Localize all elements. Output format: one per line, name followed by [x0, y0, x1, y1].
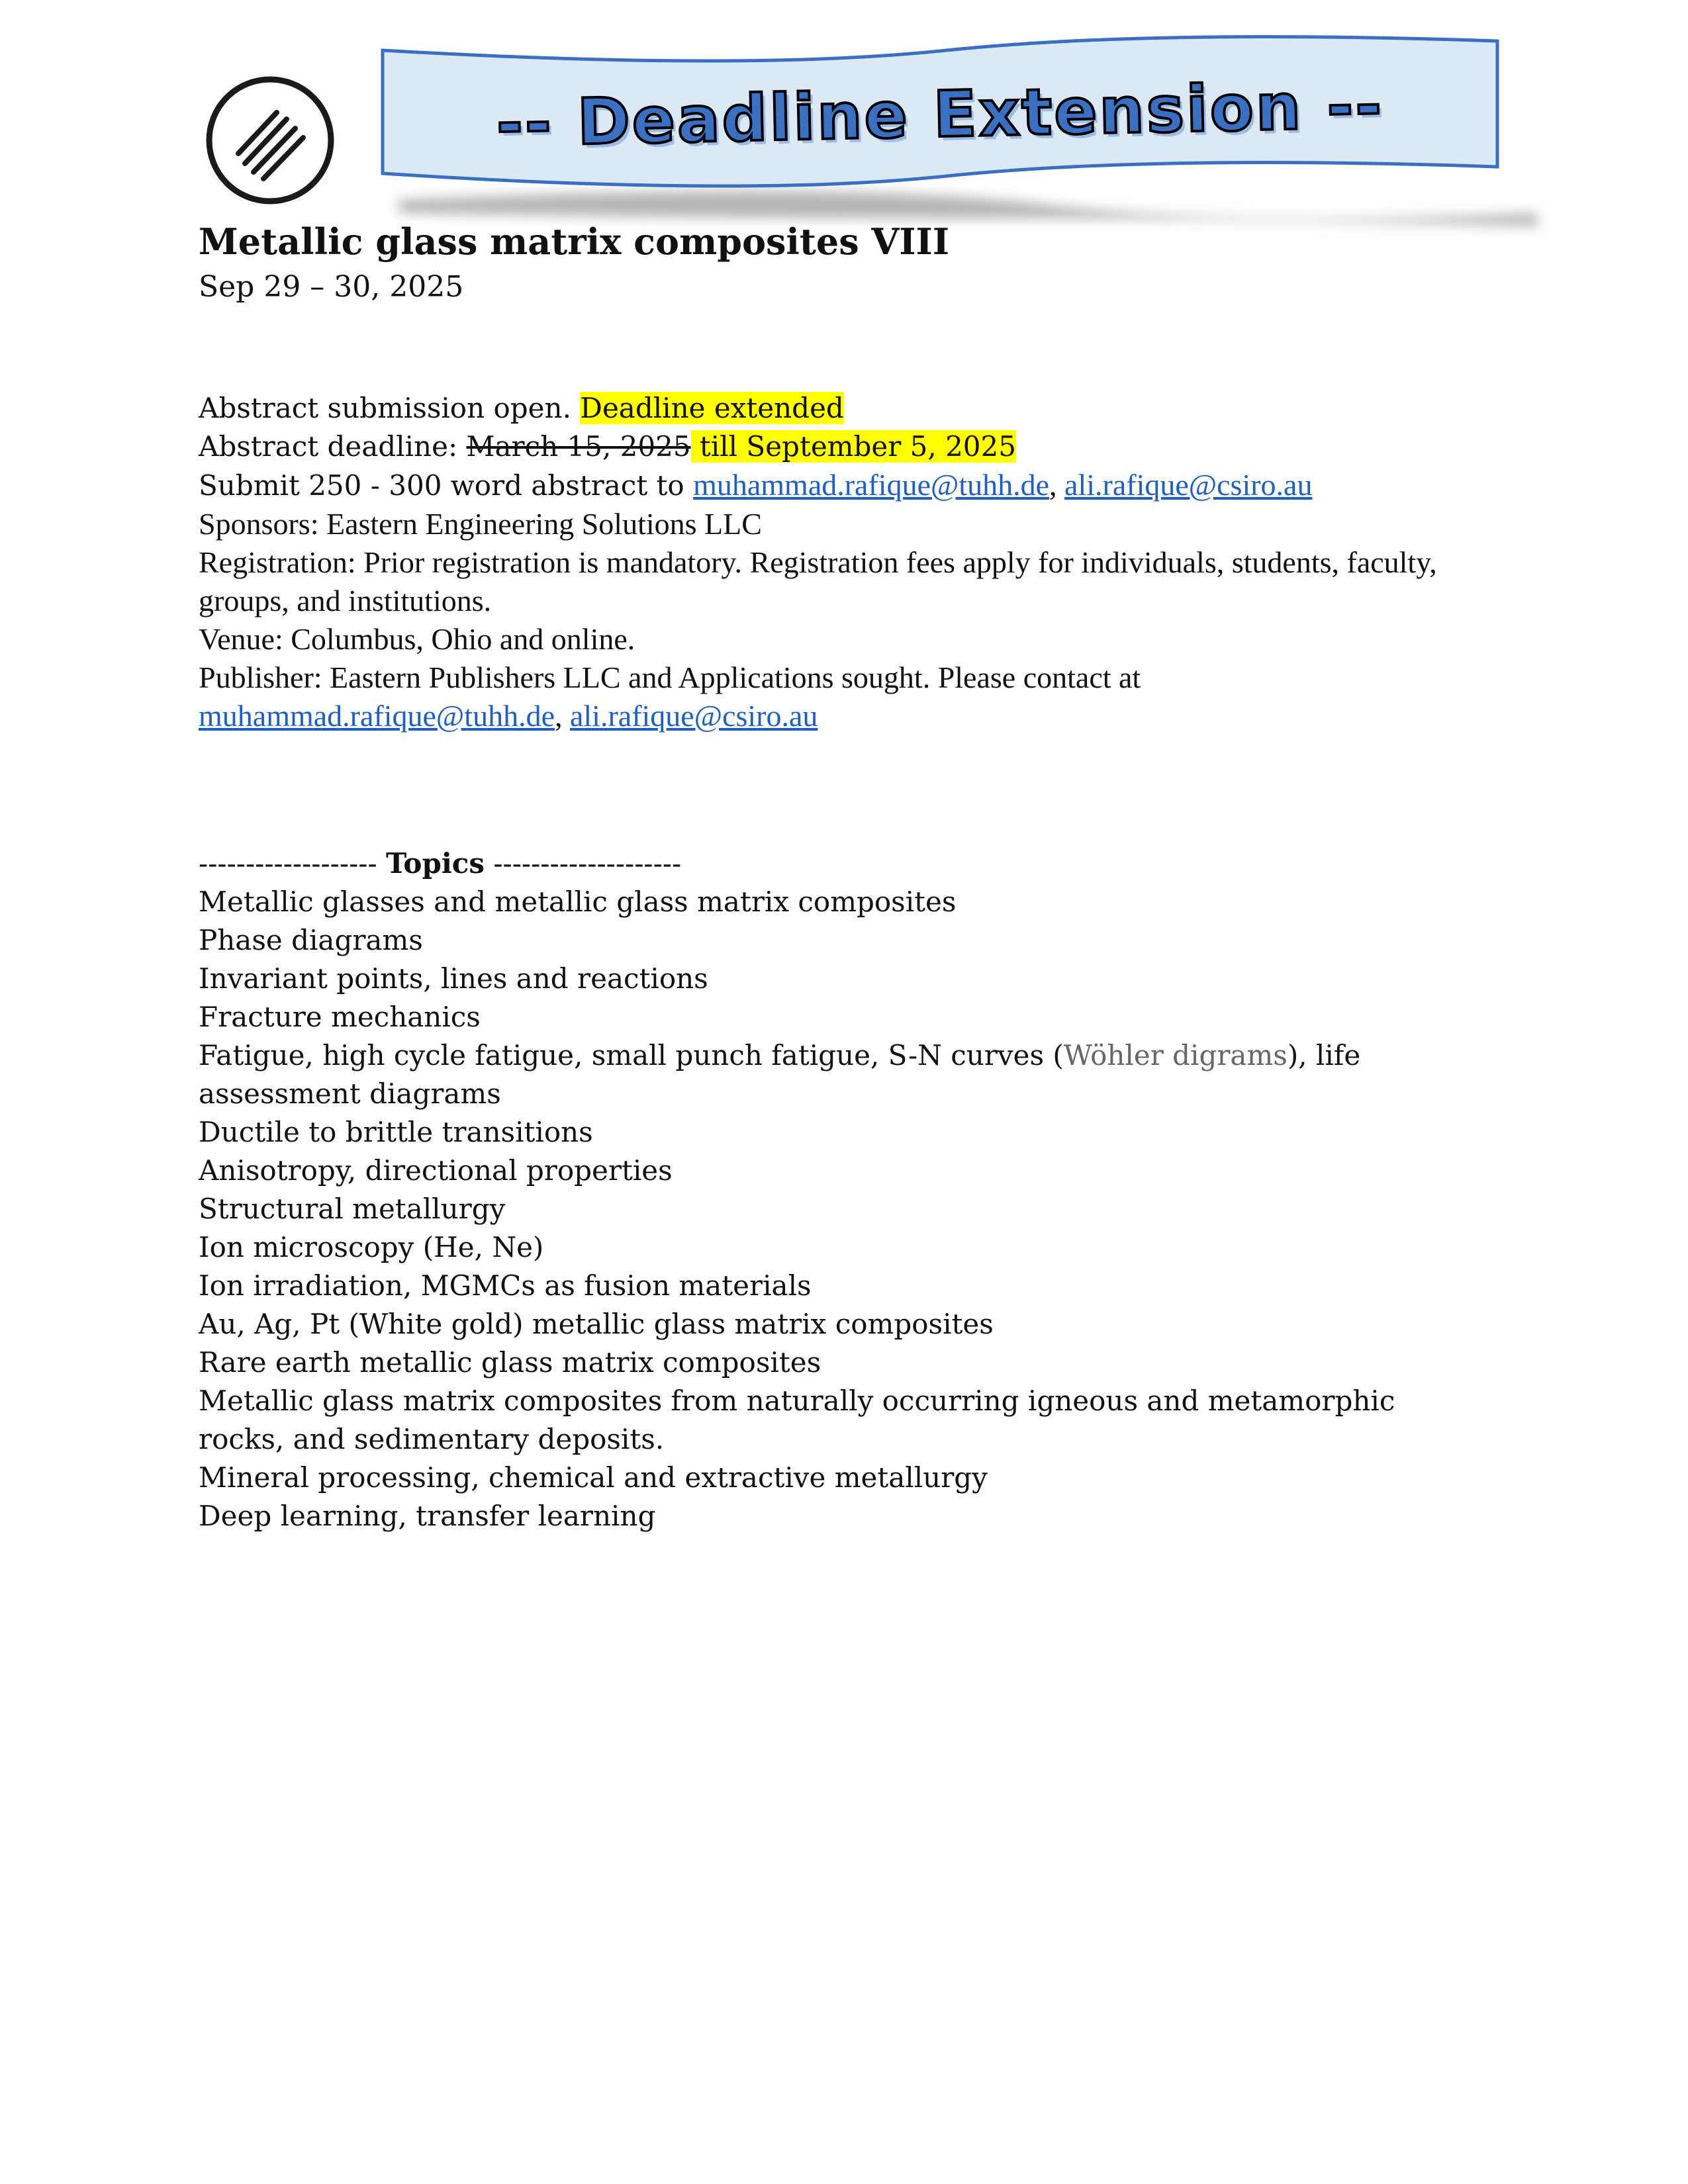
topic-item: Anisotropy, directional properties	[199, 1154, 673, 1187]
topics-section	[199, 844, 1456, 1535]
event-date: Sep 29 – 30, 2025	[199, 270, 464, 304]
contact-separator: ,	[554, 699, 570, 733]
submit-line	[199, 466, 1456, 505]
topic-item: Metallic glass matrix composites from naturally occurring igneous and metamorphic rocks, and sedimentary deposits.	[199, 1385, 1395, 1455]
deadline-line	[199, 428, 1456, 466]
new-deadline: till September 5, 2025	[690, 430, 1016, 463]
topic-item: Structural metallurgy	[199, 1193, 506, 1225]
topics-list-before	[199, 883, 1456, 1036]
sponsors-line: Sponsors: Eastern Engineering Solutions LLC	[199, 507, 762, 541]
fatigue-prefix: Fatigue, high cycle fatigue, small punch fatigue, S-N curves (	[199, 1039, 1064, 1071]
topic-item: Ion microscopy (He, Ne)	[199, 1231, 544, 1263]
wohler-diagrams: Wöhler digrams	[1063, 1039, 1288, 1071]
topic-item-fatigue	[199, 1036, 1456, 1113]
contact-line	[199, 697, 1456, 735]
old-deadline: March 15, 2025	[466, 430, 691, 463]
topic-item: Deep learning, transfer learning	[199, 1500, 656, 1532]
deadline-extended-highlight: Deadline extended	[580, 392, 844, 424]
topic-item: Phase diagrams	[199, 924, 423, 956]
contact-email-link-tuhh[interactable]: muhammad.rafique@tuhh.de	[199, 699, 555, 733]
topics-dashes-left: -------------------	[199, 847, 386, 880]
page-title: Metallic glass matrix composites VIII	[199, 220, 950, 263]
contact-email-link-csiro[interactable]: ali.rafique@csiro.au	[569, 699, 818, 733]
fatigue-suffix: ), life assessment diagrams	[199, 1039, 1361, 1110]
deadline-label: Abstract deadline:	[199, 430, 467, 463]
topic-item: Fracture mechanics	[199, 1001, 481, 1033]
banner-title: -- Deadline Extension --	[495, 68, 1385, 161]
submit-label: Submit 250 - 300 word abstract to	[199, 469, 694, 502]
topic-item: Ion irradiation, MGMCs as fusion materials	[199, 1269, 812, 1302]
topics-label: Topics	[386, 847, 485, 880]
topic-item: Au, Ag, Pt (White gold) metallic glass matrix composites	[199, 1308, 994, 1340]
registration-line: Registration: Prior registration is mandatory. Registration fees apply for individuals, students, faculty, groups, and institutions.	[199, 545, 1437, 617]
publisher-line: Publisher: Eastern Publishers LLC and Applications sought. Please contact at	[199, 660, 1141, 694]
email-link-tuhh[interactable]: muhammad.rafique@tuhh.de	[693, 468, 1050, 502]
topic-item: Ductile to brittle transitions	[199, 1116, 593, 1148]
topic-item: Mineral processing, chemical and extractive metallurgy	[199, 1461, 988, 1494]
submission-status: Abstract submission open.	[199, 392, 581, 424]
venue-line: Venue: Columbus, Ohio and online.	[199, 622, 635, 656]
topic-item: Metallic glasses and metallic glass matrix composites	[199, 886, 957, 918]
topic-item: Rare earth metallic glass matrix composites	[199, 1346, 821, 1379]
email-separator: ,	[1049, 468, 1065, 502]
striped-circle-logo-icon	[204, 74, 336, 206]
topic-item: Invariant points, lines and reactions	[199, 962, 708, 995]
event-info	[199, 389, 1456, 735]
topics-dashes-right: --------------------	[485, 847, 682, 880]
submission-status-line	[199, 389, 1456, 428]
topics-list-after	[199, 1113, 1456, 1535]
topics-header	[199, 844, 1456, 883]
email-link-csiro[interactable]: ali.rafique@csiro.au	[1064, 468, 1313, 502]
